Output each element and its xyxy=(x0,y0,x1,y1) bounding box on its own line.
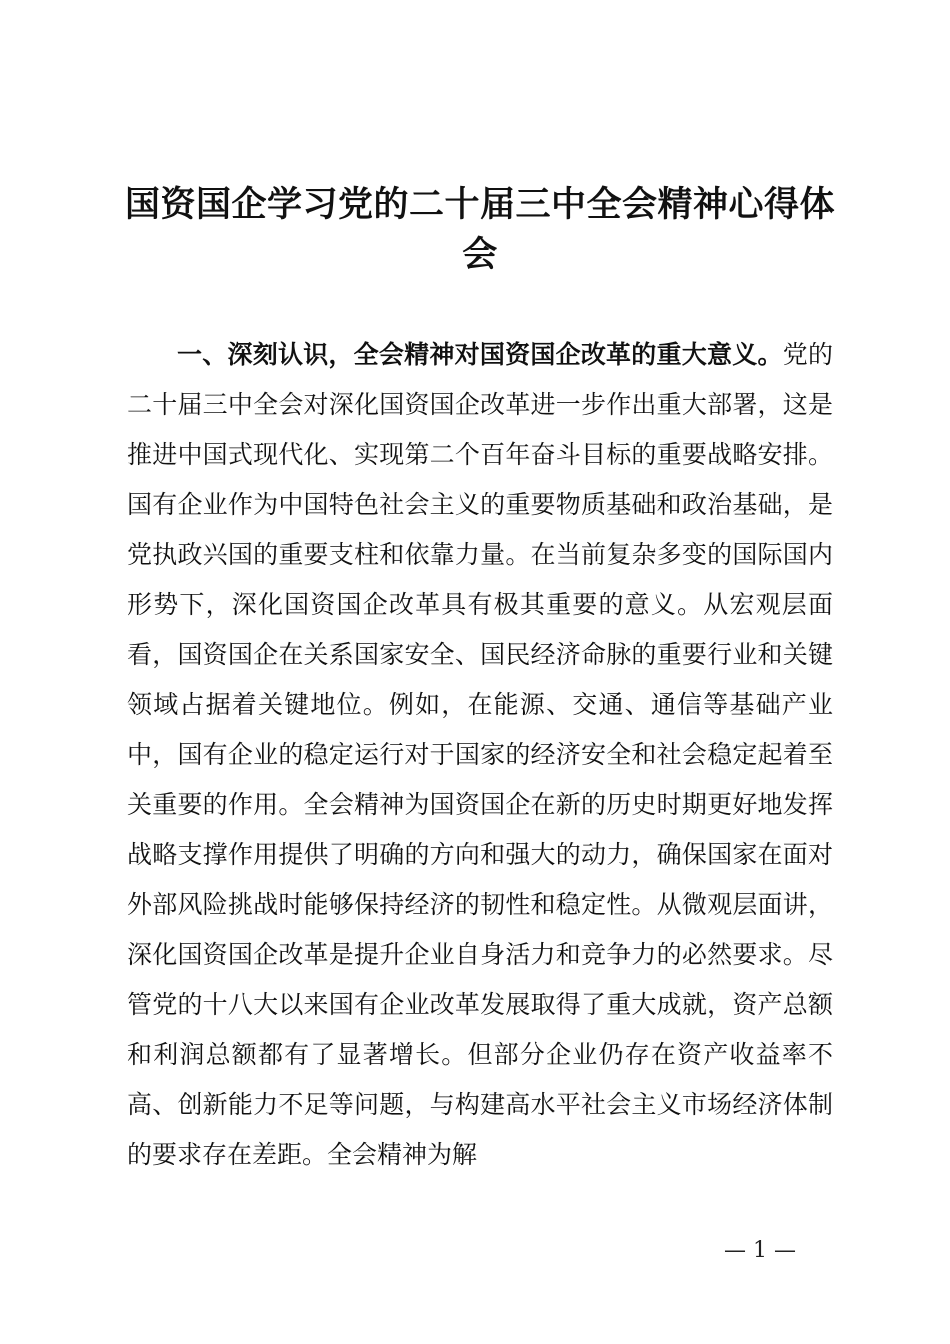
section-heading: 一、深刻认识，全会精神对国资国企改革的重大意义。 xyxy=(177,340,783,369)
document-title: 国资国企学习党的二十届三中全会精神心得体会 xyxy=(124,185,835,275)
page-number: — 1 — xyxy=(724,1238,796,1263)
body-paragraph xyxy=(127,330,833,1180)
paragraph-text: 党的二十届三中全会对深化国资国企改革进一步作出重大部署，这是推进中国式现代化、实现第二个百年奋斗目标的重要战略安排。国有企业作为中国特色社会主义的重要物质基础和政治基础，是党执政兴国的重要支柱和依靠力量。在当前复杂多变的国际国内形势下，深化国资国企改革具有极其重要的意义。从宏观层面看，国资国企在关系国家安全、国民经济命脉的重要行业和关键领域占据着关键地位。例如，在能源、交通、通信等基础产业中，国有企业的稳定运行对于国家的经济安全和社会稳定起着至关重要的作用。全会精神为国资国企在新的历史时期更好地发挥战略支撑作用提供了明确的方向和强大的动力，确保国家在面对外部风险挑战时能够保持经济的韧性和稳定性。从微观层面讲，深化国资国企改革是提升企业自身活力和竞争力的必然要求。尽管党的十八大以来国有企业改革发展取得了重大成就，资产总额和利润总额都有了显著增长。但部分企业仍存在资产收益率不高、创新能力不足等问题，与构建高水平社会主义市场经济体制的要求存在差距。全会精神为解 xyxy=(127,340,833,1169)
